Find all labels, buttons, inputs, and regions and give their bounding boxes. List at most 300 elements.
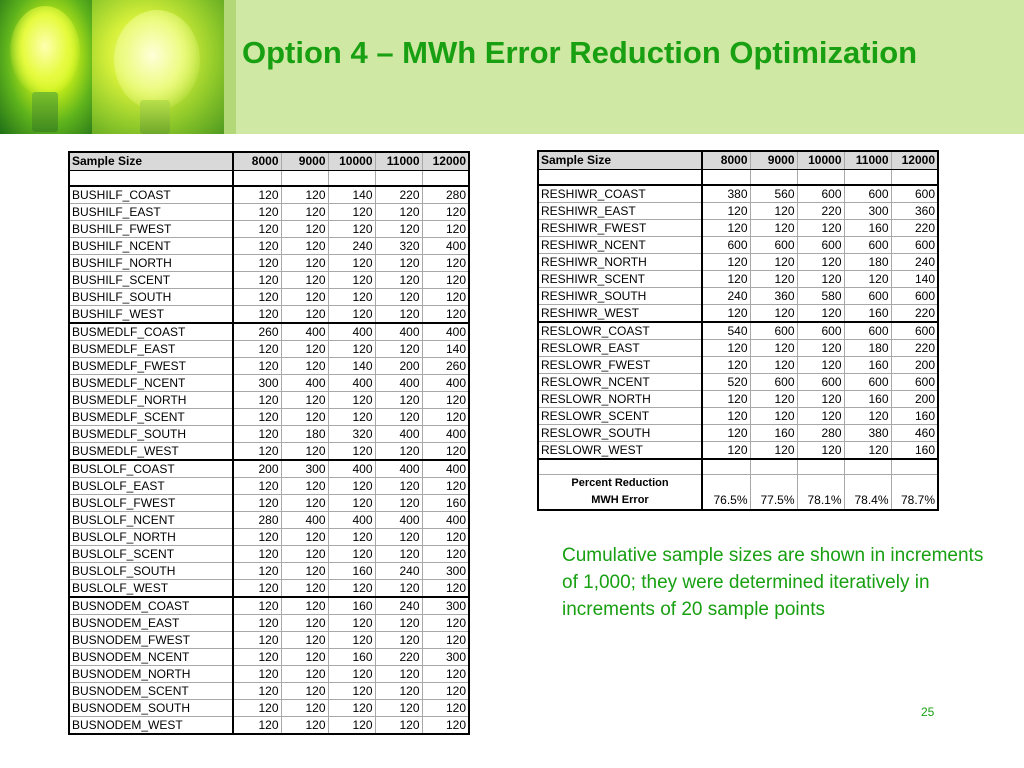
value-cell: 240 xyxy=(702,288,750,305)
table-row xyxy=(538,425,938,442)
row-label-cell: RESLOWR_WEST xyxy=(538,442,702,460)
row-label-cell: BUSHILF_FWEST xyxy=(69,221,233,238)
value-cell: 160 xyxy=(422,495,469,512)
value-cell: 300 xyxy=(422,649,469,666)
spacer-cell xyxy=(702,170,750,186)
value-cell: 520 xyxy=(702,374,750,391)
value-cell: 280 xyxy=(233,512,281,529)
value-cell: 120 xyxy=(281,392,328,409)
spacer-cell xyxy=(375,171,422,187)
slide-title-text: Option 4 – MWh Error Reduction Optimization xyxy=(242,35,918,70)
value-cell: 120 xyxy=(281,683,328,700)
table-row xyxy=(538,340,938,357)
value-cell: 120 xyxy=(375,478,422,495)
value-cell: 120 xyxy=(281,358,328,375)
value-cell: 120 xyxy=(281,289,328,306)
row-label-cell: RESHIWR_FWEST xyxy=(538,220,702,237)
value-cell: 120 xyxy=(281,649,328,666)
value-cell: 120 xyxy=(375,221,422,238)
row-label-cell: RESLOWR_COAST xyxy=(538,322,702,340)
value-cell: 120 xyxy=(281,563,328,580)
header-column-cell: 10000 xyxy=(328,152,375,171)
value-cell: 120 xyxy=(702,442,750,460)
value-cell: 400 xyxy=(281,323,328,341)
value-cell: 120 xyxy=(375,495,422,512)
page-number: 25 xyxy=(921,705,935,719)
row-label-cell: BUSMEDLF_NCENT xyxy=(69,375,233,392)
value-cell: 120 xyxy=(797,442,844,460)
right-table-body xyxy=(538,151,938,510)
row-label-cell: BUSMEDLF_COAST xyxy=(69,323,233,341)
value-cell: 120 xyxy=(375,529,422,546)
table-row xyxy=(538,288,938,305)
table-row xyxy=(538,237,938,254)
lightbulb-photo-left xyxy=(0,0,92,134)
value-cell: 120 xyxy=(750,203,797,220)
header-column-cell: 10000 xyxy=(797,151,844,170)
value-cell: 120 xyxy=(422,546,469,563)
value-cell: 120 xyxy=(750,408,797,425)
value-cell: 120 xyxy=(422,478,469,495)
row-label-cell: BUSLOLF_SCENT xyxy=(69,546,233,563)
value-cell: 120 xyxy=(233,597,281,615)
value-cell: 120 xyxy=(233,580,281,598)
row-label-cell: BUSHILF_SCENT xyxy=(69,272,233,289)
header-column-cell: 8000 xyxy=(702,151,750,170)
spacer-cell xyxy=(538,459,702,475)
value-cell: 120 xyxy=(422,529,469,546)
value-cell: 120 xyxy=(375,666,422,683)
spacer-cell xyxy=(422,171,469,187)
value-cell: 120 xyxy=(375,700,422,717)
percent-reduction-value: 78.4% xyxy=(844,475,891,511)
value-cell: 300 xyxy=(281,460,328,478)
value-cell: 200 xyxy=(233,460,281,478)
value-cell: 120 xyxy=(233,306,281,324)
spacer-cell xyxy=(538,170,702,186)
value-cell: 600 xyxy=(891,288,938,305)
value-cell: 120 xyxy=(233,563,281,580)
value-cell: 120 xyxy=(375,580,422,598)
row-label-cell: BUSLOLF_COAST xyxy=(69,460,233,478)
value-cell: 120 xyxy=(328,221,375,238)
value-cell: 120 xyxy=(422,306,469,324)
value-cell: 120 xyxy=(702,271,750,288)
value-cell: 140 xyxy=(328,358,375,375)
value-cell: 120 xyxy=(702,340,750,357)
row-label-cell: RESLOWR_SOUTH xyxy=(538,425,702,442)
table-row xyxy=(69,478,469,495)
table-row xyxy=(538,254,938,271)
table-row xyxy=(69,392,469,409)
cumulative-note: Cumulative sample sizes are shown in increments of 1,000; they were determined iteratively in increments of 20 sample points xyxy=(562,545,984,620)
table-row xyxy=(69,529,469,546)
value-cell: 400 xyxy=(422,426,469,443)
value-cell: 600 xyxy=(844,288,891,305)
value-cell: 120 xyxy=(375,615,422,632)
value-cell: 400 xyxy=(422,512,469,529)
value-cell: 600 xyxy=(750,237,797,254)
percent-reduction-row xyxy=(538,475,938,511)
row-label-cell: BUSNODEM_WEST xyxy=(69,717,233,735)
value-cell: 400 xyxy=(281,512,328,529)
value-cell: 280 xyxy=(797,425,844,442)
row-label-cell: BUSNODEM_COAST xyxy=(69,597,233,615)
value-cell: 240 xyxy=(375,597,422,615)
row-label-cell: RESHIWR_NORTH xyxy=(538,254,702,271)
value-cell: 120 xyxy=(375,204,422,221)
header-column-cell: 9000 xyxy=(750,151,797,170)
value-cell: 120 xyxy=(281,221,328,238)
table-row xyxy=(69,563,469,580)
value-cell: 600 xyxy=(750,374,797,391)
value-cell: 160 xyxy=(844,391,891,408)
value-cell: 140 xyxy=(891,271,938,288)
table-row xyxy=(538,442,938,460)
value-cell: 120 xyxy=(375,392,422,409)
table-row xyxy=(69,272,469,289)
table-row xyxy=(538,374,938,391)
value-cell: 120 xyxy=(422,289,469,306)
table-row xyxy=(69,375,469,392)
value-cell: 120 xyxy=(281,597,328,615)
value-cell: 120 xyxy=(233,204,281,221)
value-cell: 120 xyxy=(422,700,469,717)
value-cell: 600 xyxy=(702,237,750,254)
value-cell: 600 xyxy=(891,322,938,340)
value-cell: 580 xyxy=(797,288,844,305)
value-cell: 120 xyxy=(233,546,281,563)
row-label-cell: BUSHILF_COAST xyxy=(69,186,233,204)
value-cell: 540 xyxy=(702,322,750,340)
header-column-cell: 11000 xyxy=(844,151,891,170)
header-row xyxy=(538,151,938,170)
spacer-cell xyxy=(797,170,844,186)
value-cell: 120 xyxy=(281,272,328,289)
value-cell: 300 xyxy=(422,597,469,615)
value-cell: 400 xyxy=(422,460,469,478)
spacer-cell xyxy=(750,170,797,186)
row-label-cell: BUSMEDLF_FWEST xyxy=(69,358,233,375)
percent-reduction-label-line1: Percent Reduction xyxy=(571,477,669,489)
left-table-body xyxy=(69,152,469,734)
value-cell: 120 xyxy=(281,478,328,495)
value-cell: 120 xyxy=(375,546,422,563)
value-cell: 120 xyxy=(233,615,281,632)
value-cell: 600 xyxy=(797,322,844,340)
table-row xyxy=(69,358,469,375)
value-cell: 120 xyxy=(233,221,281,238)
value-cell: 220 xyxy=(891,340,938,357)
value-cell: 120 xyxy=(281,186,328,204)
value-cell: 120 xyxy=(375,409,422,426)
row-label-cell: BUSNODEM_SCENT xyxy=(69,683,233,700)
spacer-cell xyxy=(281,171,328,187)
row-label-cell: BUSHILF_SOUTH xyxy=(69,289,233,306)
value-cell: 120 xyxy=(422,443,469,461)
value-cell: 120 xyxy=(328,255,375,272)
value-cell: 260 xyxy=(233,323,281,341)
value-cell: 120 xyxy=(281,443,328,461)
row-label-cell: RESHIWR_NCENT xyxy=(538,237,702,254)
spacer-row xyxy=(538,459,938,475)
value-cell: 120 xyxy=(233,409,281,426)
banner-divider xyxy=(224,0,236,134)
value-cell: 240 xyxy=(328,238,375,255)
value-cell: 360 xyxy=(891,203,938,220)
header-banner xyxy=(0,0,1024,134)
value-cell: 120 xyxy=(281,409,328,426)
value-cell: 120 xyxy=(422,580,469,598)
value-cell: 240 xyxy=(891,254,938,271)
table-row xyxy=(69,666,469,683)
table-row xyxy=(538,305,938,323)
value-cell: 160 xyxy=(844,305,891,323)
value-cell: 120 xyxy=(797,220,844,237)
value-cell: 120 xyxy=(750,442,797,460)
table-row xyxy=(69,495,469,512)
value-cell: 120 xyxy=(281,495,328,512)
value-cell: 120 xyxy=(750,391,797,408)
value-cell: 300 xyxy=(422,563,469,580)
value-cell: 120 xyxy=(375,341,422,358)
value-cell: 120 xyxy=(233,272,281,289)
value-cell: 120 xyxy=(797,357,844,374)
row-label-cell: RESHIWR_SCENT xyxy=(538,271,702,288)
lightbulb-base xyxy=(32,92,58,132)
value-cell: 120 xyxy=(702,408,750,425)
table-row xyxy=(69,512,469,529)
value-cell: 120 xyxy=(422,272,469,289)
value-cell: 120 xyxy=(797,271,844,288)
table-row xyxy=(69,323,469,341)
value-cell: 120 xyxy=(281,615,328,632)
value-cell: 120 xyxy=(233,649,281,666)
value-cell: 120 xyxy=(375,683,422,700)
table-row xyxy=(538,391,938,408)
value-cell: 460 xyxy=(891,425,938,442)
value-cell: 120 xyxy=(328,289,375,306)
table-row xyxy=(538,322,938,340)
value-cell: 120 xyxy=(328,272,375,289)
value-cell: 120 xyxy=(750,271,797,288)
row-label-cell: BUSHILF_WEST xyxy=(69,306,233,324)
percent-reduction-label xyxy=(538,475,702,511)
table-row xyxy=(69,341,469,358)
value-cell: 160 xyxy=(328,563,375,580)
value-cell: 120 xyxy=(422,666,469,683)
value-cell: 120 xyxy=(702,254,750,271)
row-label-cell: RESLOWR_NORTH xyxy=(538,391,702,408)
row-label-cell: BUSLOLF_WEST xyxy=(69,580,233,598)
value-cell: 160 xyxy=(844,220,891,237)
value-cell: 120 xyxy=(281,580,328,598)
value-cell: 120 xyxy=(750,357,797,374)
value-cell: 600 xyxy=(844,185,891,203)
spacer-cell xyxy=(702,459,750,475)
row-label-cell: BUSMEDLF_EAST xyxy=(69,341,233,358)
value-cell: 400 xyxy=(422,375,469,392)
value-cell: 300 xyxy=(844,203,891,220)
table-row xyxy=(69,238,469,255)
value-cell: 400 xyxy=(422,238,469,255)
value-cell: 120 xyxy=(750,305,797,323)
value-cell: 120 xyxy=(233,358,281,375)
row-label-cell: BUSLOLF_EAST xyxy=(69,478,233,495)
value-cell: 120 xyxy=(375,306,422,324)
value-cell: 220 xyxy=(891,305,938,323)
slide-title xyxy=(242,33,917,73)
value-cell: 120 xyxy=(328,615,375,632)
value-cell: 120 xyxy=(328,443,375,461)
table-row xyxy=(538,357,938,374)
value-cell: 120 xyxy=(328,546,375,563)
table-row xyxy=(69,460,469,478)
value-cell: 120 xyxy=(233,632,281,649)
value-cell: 400 xyxy=(375,375,422,392)
table-row xyxy=(69,204,469,221)
row-label-cell: BUSNODEM_SOUTH xyxy=(69,700,233,717)
value-cell: 120 xyxy=(233,700,281,717)
lightbulb-photo-right xyxy=(92,0,224,134)
value-cell: 560 xyxy=(750,185,797,203)
value-cell: 120 xyxy=(422,409,469,426)
value-cell: 400 xyxy=(422,323,469,341)
value-cell: 400 xyxy=(375,512,422,529)
value-cell: 120 xyxy=(702,203,750,220)
row-label-cell: RESHIWR_WEST xyxy=(538,305,702,323)
table-row xyxy=(69,717,469,735)
header-column-cell: 8000 xyxy=(233,152,281,171)
header-column-cell: 9000 xyxy=(281,152,328,171)
table-row xyxy=(69,289,469,306)
value-cell: 120 xyxy=(750,220,797,237)
value-cell: 140 xyxy=(328,186,375,204)
value-cell: 400 xyxy=(328,512,375,529)
row-label-cell: BUSHILF_NORTH xyxy=(69,255,233,272)
header-column-cell: 12000 xyxy=(422,152,469,171)
value-cell: 380 xyxy=(844,425,891,442)
value-cell: 600 xyxy=(891,185,938,203)
row-label-cell: RESLOWR_FWEST xyxy=(538,357,702,374)
row-label-cell: BUSMEDLF_NORTH xyxy=(69,392,233,409)
row-label-cell: RESLOWR_SCENT xyxy=(538,408,702,425)
value-cell: 160 xyxy=(328,597,375,615)
value-cell: 400 xyxy=(375,426,422,443)
value-cell: 240 xyxy=(375,563,422,580)
value-cell: 360 xyxy=(750,288,797,305)
value-cell: 120 xyxy=(233,666,281,683)
spacer-cell xyxy=(233,171,281,187)
table-row xyxy=(69,632,469,649)
value-cell: 400 xyxy=(328,460,375,478)
value-cell: 120 xyxy=(233,255,281,272)
header-row xyxy=(69,152,469,171)
value-cell: 320 xyxy=(328,426,375,443)
value-cell: 180 xyxy=(281,426,328,443)
value-cell: 120 xyxy=(233,717,281,735)
header-column-cell: 12000 xyxy=(891,151,938,170)
value-cell: 120 xyxy=(328,717,375,735)
value-cell: 600 xyxy=(844,237,891,254)
value-cell: 120 xyxy=(375,272,422,289)
value-cell: 120 xyxy=(233,341,281,358)
value-cell: 120 xyxy=(281,546,328,563)
value-cell: 120 xyxy=(797,408,844,425)
value-cell: 120 xyxy=(422,615,469,632)
value-cell: 120 xyxy=(281,666,328,683)
value-cell: 600 xyxy=(797,374,844,391)
value-cell: 220 xyxy=(375,186,422,204)
value-cell: 600 xyxy=(750,322,797,340)
row-label-cell: RESLOWR_EAST xyxy=(538,340,702,357)
value-cell: 120 xyxy=(422,632,469,649)
table-row xyxy=(538,203,938,220)
value-cell: 120 xyxy=(328,632,375,649)
value-cell: 120 xyxy=(844,408,891,425)
value-cell: 120 xyxy=(328,409,375,426)
row-label-cell: BUSLOLF_NORTH xyxy=(69,529,233,546)
value-cell: 200 xyxy=(891,357,938,374)
value-cell: 600 xyxy=(891,237,938,254)
spacer-cell xyxy=(844,459,891,475)
table-row xyxy=(538,220,938,237)
value-cell: 120 xyxy=(328,580,375,598)
value-cell: 120 xyxy=(233,443,281,461)
value-cell: 120 xyxy=(328,666,375,683)
header-label-cell: Sample Size xyxy=(69,152,233,171)
spacer-row xyxy=(69,171,469,187)
value-cell: 120 xyxy=(328,204,375,221)
value-cell: 120 xyxy=(375,717,422,735)
value-cell: 120 xyxy=(233,392,281,409)
lightbulb-glow xyxy=(114,10,200,110)
value-cell: 120 xyxy=(844,442,891,460)
value-cell: 180 xyxy=(844,254,891,271)
value-cell: 120 xyxy=(328,392,375,409)
row-label-cell: BUSMEDLF_SCENT xyxy=(69,409,233,426)
value-cell: 120 xyxy=(328,700,375,717)
value-cell: 600 xyxy=(797,237,844,254)
value-cell: 180 xyxy=(844,340,891,357)
percent-reduction-value: 77.5% xyxy=(750,475,797,511)
value-cell: 600 xyxy=(844,374,891,391)
table-row xyxy=(69,426,469,443)
value-cell: 220 xyxy=(891,220,938,237)
left-sample-size-table xyxy=(68,151,470,735)
header-label-cell: Sample Size xyxy=(538,151,702,170)
value-cell: 120 xyxy=(233,478,281,495)
value-cell: 120 xyxy=(422,392,469,409)
value-cell: 220 xyxy=(375,649,422,666)
value-cell: 120 xyxy=(375,289,422,306)
row-label-cell: BUSMEDLF_SOUTH xyxy=(69,426,233,443)
table-row xyxy=(69,255,469,272)
row-label-cell: BUSMEDLF_WEST xyxy=(69,443,233,461)
value-cell: 160 xyxy=(328,649,375,666)
value-cell: 400 xyxy=(281,375,328,392)
percent-reduction-value: 78.1% xyxy=(797,475,844,511)
row-label-cell: BUSLOLF_SOUTH xyxy=(69,563,233,580)
value-cell: 120 xyxy=(328,495,375,512)
value-cell: 200 xyxy=(375,358,422,375)
percent-reduction-value: 78.7% xyxy=(891,475,938,511)
value-cell: 120 xyxy=(233,289,281,306)
value-cell: 120 xyxy=(328,529,375,546)
table-row xyxy=(69,186,469,204)
table-row xyxy=(69,443,469,461)
table-row xyxy=(69,615,469,632)
